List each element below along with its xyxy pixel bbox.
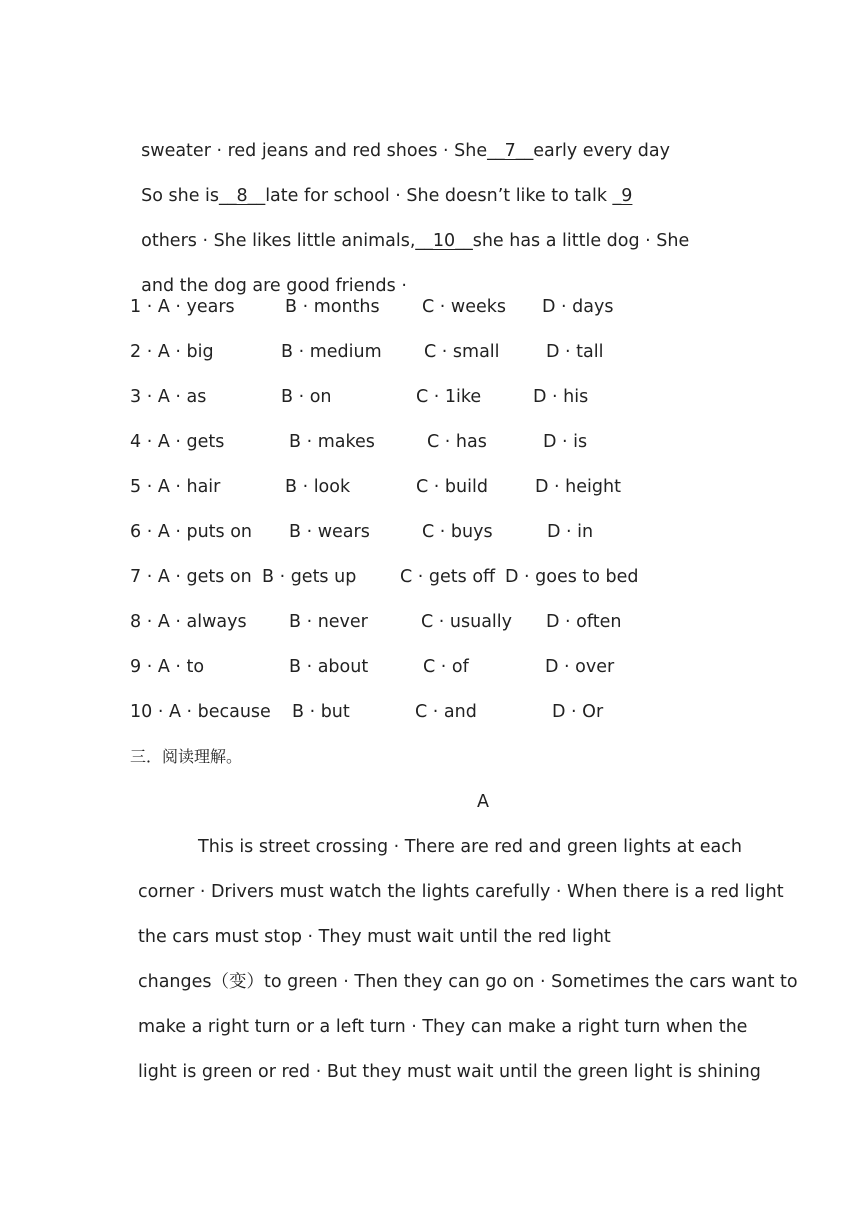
option-a: 6 · A · puts on	[130, 522, 253, 542]
option-c: C · has	[427, 432, 487, 452]
option-c: C · weeks	[422, 297, 507, 317]
option-a: 9 · A · to	[130, 657, 205, 677]
option-b: B · wears	[289, 522, 370, 542]
option-b: B · about	[289, 657, 369, 677]
paragraph-line: the cars must stop · They must wait until the red light	[138, 927, 611, 947]
option-d: D · days	[542, 297, 614, 317]
option-c: C · gets off	[400, 567, 496, 587]
text: sweater · red jeans and red shoes · She	[141, 141, 488, 161]
option-a: 7 · A · gets on	[130, 567, 252, 587]
option-d: D · is	[543, 432, 588, 452]
passage-a-title: A	[477, 792, 489, 812]
passage-line-2	[130, 160, 632, 208]
option-b: B · but	[292, 702, 350, 722]
paragraph-line: light is green or red · But they must wait until the green light is shining	[138, 1062, 761, 1082]
passage-line-4	[130, 250, 407, 298]
blank-7: __7__	[487, 141, 534, 161]
option-b: B · makes	[289, 432, 375, 452]
option-d: D · in	[547, 522, 594, 542]
blank-9: _9	[612, 186, 633, 206]
blank-8: __8__	[219, 186, 266, 206]
paragraph-line: make a right turn or a left turn · They can make a right turn when the	[138, 1017, 748, 1037]
paragraph-line: This is street crossing · There are red and green lights at each	[198, 837, 742, 857]
option-a: 4 · A · gets	[130, 432, 225, 452]
option-c: C · build	[416, 477, 488, 497]
passage-line-3	[130, 205, 689, 253]
option-c: C · usually	[421, 612, 513, 632]
text: late for school · She doesn’t like to talk	[265, 186, 613, 206]
option-a: 3 · A · as	[130, 387, 207, 407]
passage-line-1	[130, 115, 670, 163]
option-b: B · look	[285, 477, 351, 497]
paragraph-line: corner · Drivers must watch the lights carefully · When there is a red light	[138, 882, 784, 902]
option-d: D · over	[545, 657, 615, 677]
section-heading: 三．阅读理解。	[130, 747, 243, 766]
option-a: 1 · A · years	[130, 297, 235, 317]
option-c: C · and	[415, 702, 477, 722]
option-d: D · often	[546, 612, 622, 632]
option-d: D · goes to bed	[505, 567, 639, 587]
option-d: D · tall	[546, 342, 604, 362]
text: others · She likes little animals,	[141, 231, 416, 251]
option-c: C · small	[424, 342, 500, 362]
option-b: B · months	[285, 297, 380, 317]
option-a: 10 · A · because	[130, 702, 271, 722]
option-b: B · on	[281, 387, 332, 407]
option-b: B · never	[289, 612, 368, 632]
text: So she is	[141, 186, 220, 206]
option-c: C · 1ike	[416, 387, 482, 407]
option-c: C · of	[423, 657, 469, 677]
option-a: 8 · A · always	[130, 612, 247, 632]
option-c: C · buys	[422, 522, 493, 542]
option-a: 5 · A · hair	[130, 477, 221, 497]
text: early every day	[533, 141, 670, 161]
option-b: B · gets up	[262, 567, 357, 587]
option-d: D · height	[535, 477, 621, 497]
option-a: 2 · A · big	[130, 342, 214, 362]
text: she has a little dog · She	[472, 231, 690, 251]
paragraph-line: changes（变）to green · Then they can go on · Sometimes the cars want to	[138, 972, 798, 992]
option-d: D · his	[533, 387, 589, 407]
blank-10: __10__	[415, 231, 473, 251]
option-d: D · Or	[552, 702, 604, 722]
text: and the dog are good friends ·	[141, 276, 407, 296]
option-b: B · medium	[281, 342, 382, 362]
